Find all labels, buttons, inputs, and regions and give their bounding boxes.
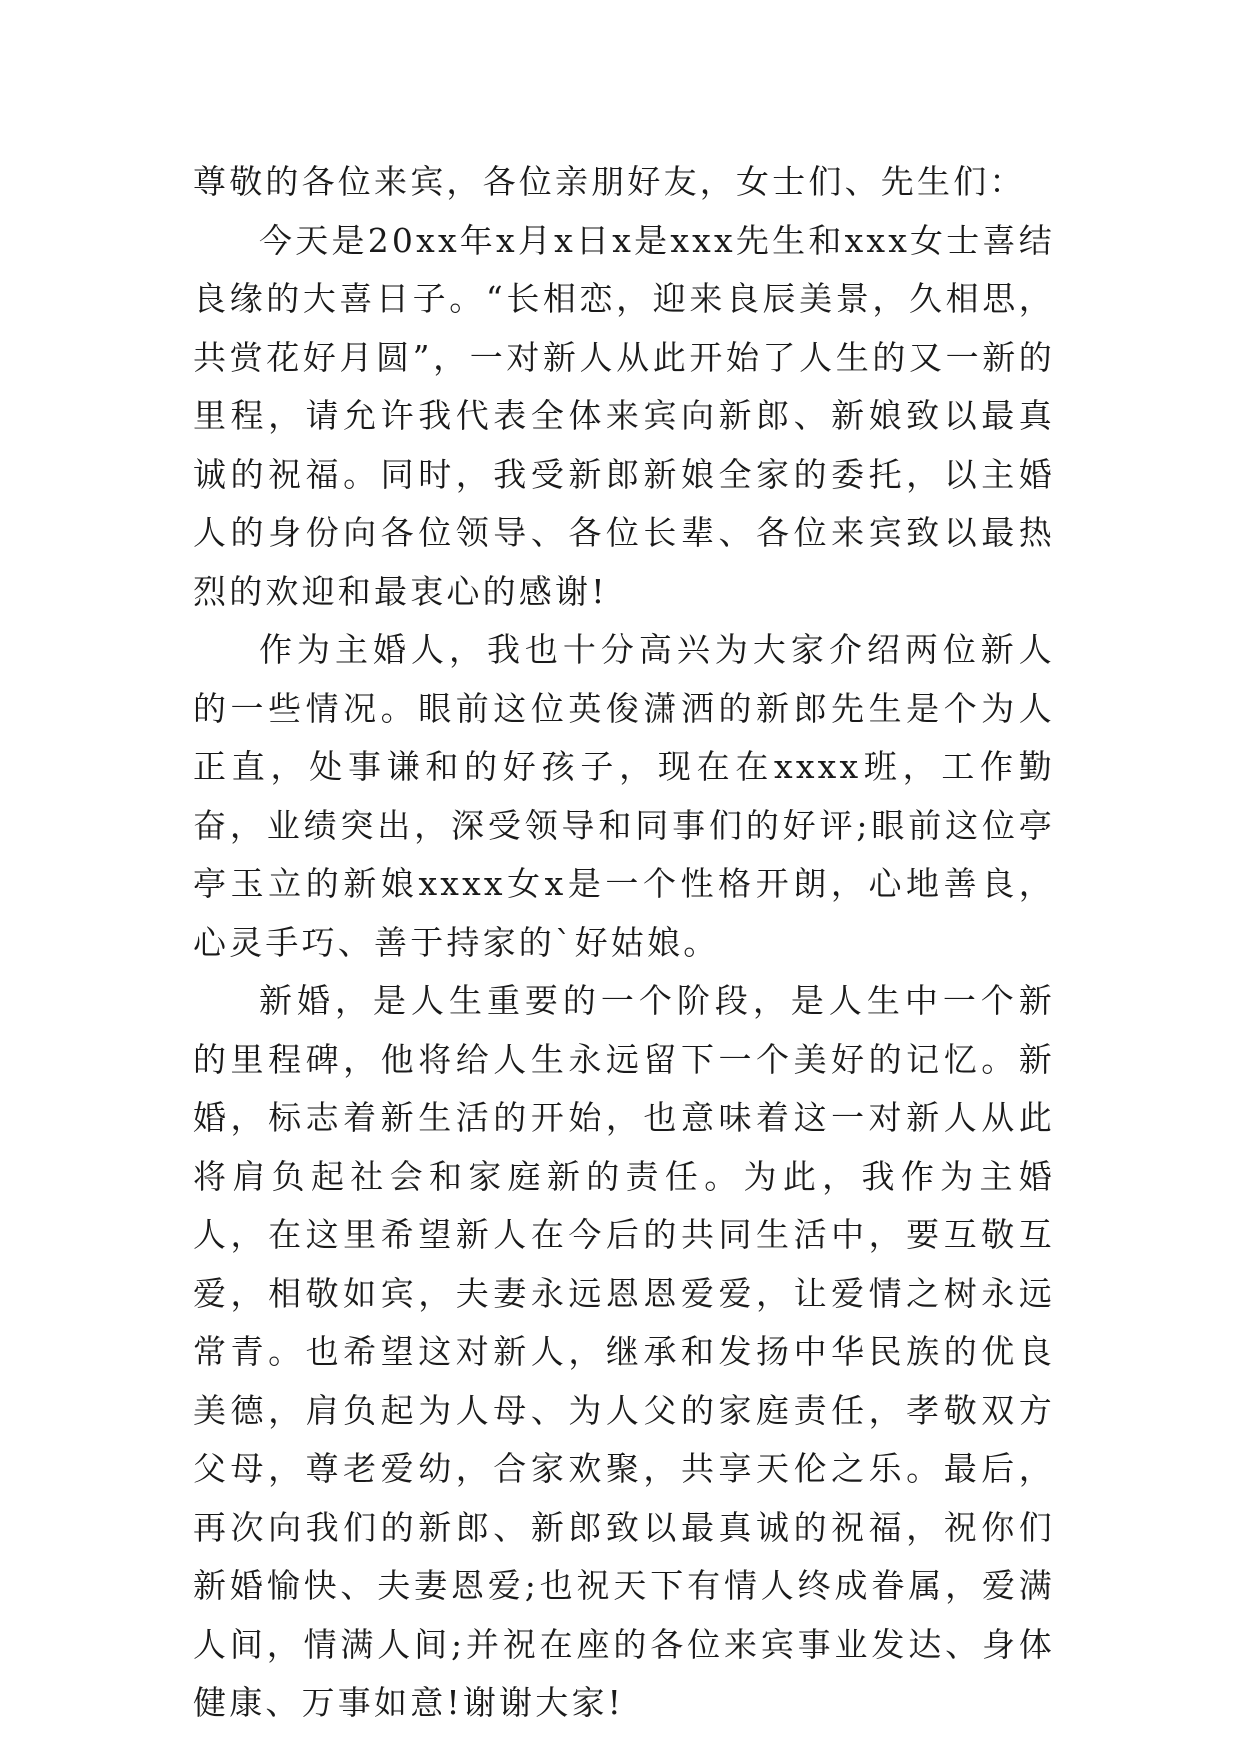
greeting-line: 尊敬的各位来宾，各位亲朋好友，女士们、先生们： bbox=[193, 162, 1026, 201]
document-body bbox=[193, 153, 1055, 1733]
paragraph-blessing: 新婚，是人生重要的一个阶段，是人生中一个新的里程碑，他将给人生永远留下一个美好的记忆。新婚，标志着新生活的开始，也意味着这一对新人从此将肩负起社会和家庭新的责任。为此，我作为主婚人，在这里希望新人在今后的共同生活中，要互敬互爱，相敬如宾，夫妻永远恩恩爱爱，让爱情之树永远常青。也希望这对新人，继承和发扬中华民族的优良美德，肩负起为人母、为人父的家庭责任，孝敬双方父母，尊老爱幼，合家欢聚，共享天伦之乐。最后，再次向我们的新郎、新郎致以最真诚的祝福，祝你们新婚愉快、夫妻恩爱;也祝天下有情人终成眷属，爱满人间，情满人间;并祝在座的各位来宾事业发达、身体健康、万事如意!谢谢大家! bbox=[193, 981, 1055, 1722]
paragraph-introduction: 作为主婚人，我也十分高兴为大家介绍两位新人的一些情况。眼前这位英俊潇洒的新郎先生是个为人正直，处事谦和的好孩子，现在在xxxx班，工作勤奋，业绩突出，深受领导和同事们的好评;眼前这位亭亭玉立的新娘xxxx女x是一个性格开朗，心地善良，心灵手巧、善于持家的`好姑娘。 bbox=[193, 630, 1055, 962]
paragraph-opening: 今天是20xx年x月x日x是xxx先生和xxx女士喜结良缘的大喜日子。“长相恋，迎来良辰美景，久相思，共赏花好月圆”，一对新人从此开始了人生的又一新的里程，请允许我代表全体来宾向新郎、新娘致以最真诚的祝福。同时，我受新郎新娘全家的委托，以主婚人的身份向各位领导、各位长辈、各位来宾致以最热烈的欢迎和最衷心的感谢! bbox=[193, 220, 1055, 611]
